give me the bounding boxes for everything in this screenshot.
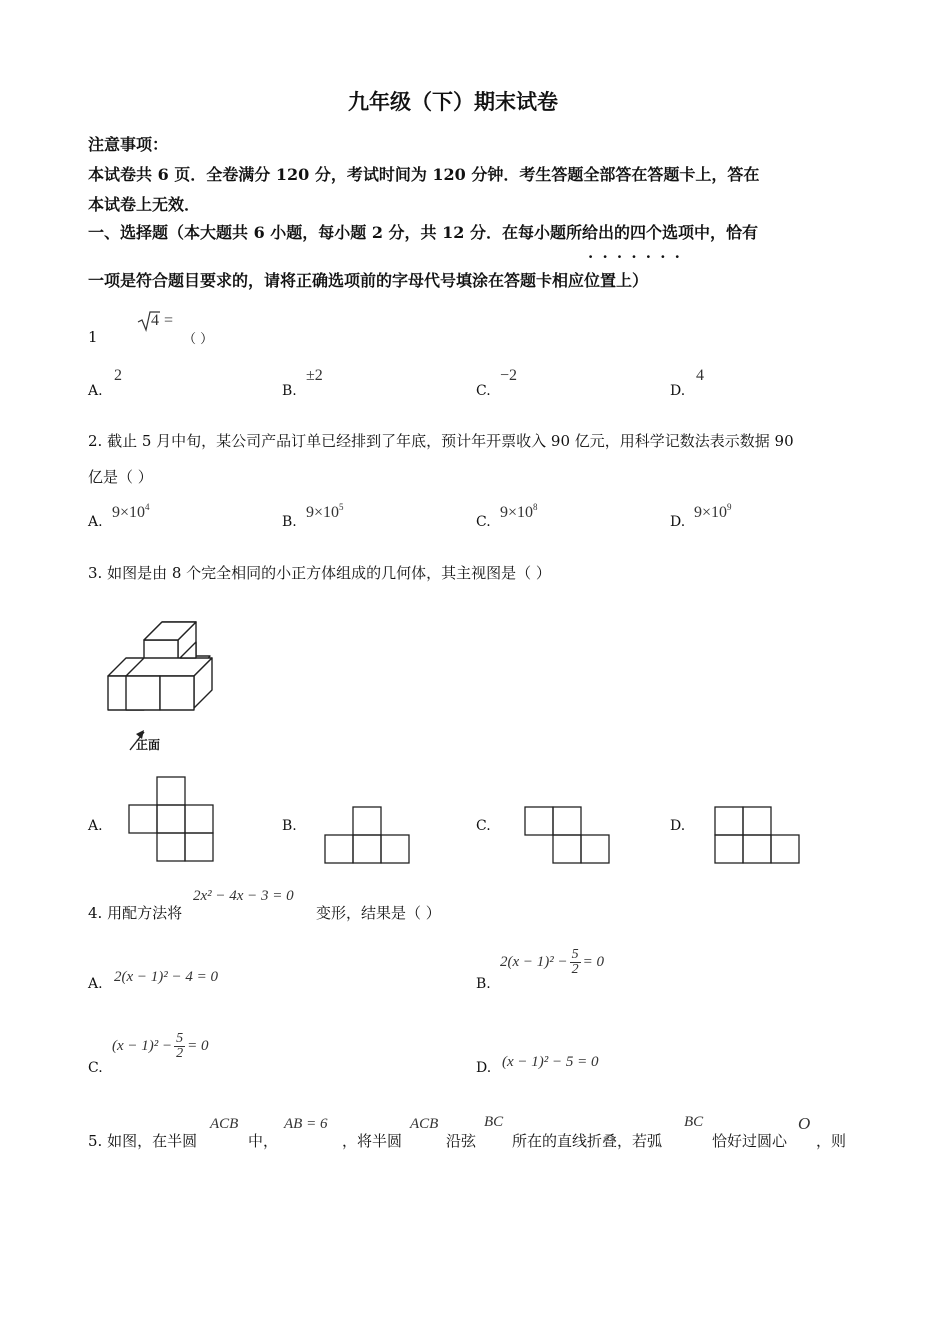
q2-option-d-label: D. — [670, 514, 686, 530]
q3-option-c-figure — [524, 806, 614, 866]
q2-text-line-1: 2. 截止 5 月中旬，某公司产品订单已经排到了年底，预计年开票收入 90 亿元，用科学记数法表示数据 90 — [88, 432, 794, 450]
q5-text-part-2: 中， — [248, 1132, 279, 1150]
q5-math-o: O — [798, 1114, 811, 1133]
q4-option-c-value: (x − 1)² − $\frac{5}{2}$ = 0 — [112, 1031, 209, 1061]
q4-option-d-label: D. — [476, 1060, 492, 1076]
q5-math-acb-1: ACB — [210, 1116, 239, 1132]
notice-line-2: 本试卷上无效． — [88, 195, 201, 214]
q4-option-b-label: B. — [476, 976, 491, 992]
q1-equals: = — [164, 312, 174, 329]
q5-math-bc-1: BC — [484, 1114, 504, 1130]
q5-text-part-3: ，将半圆 — [342, 1132, 403, 1150]
q2-option-a-value: $9\times 10^4$ — [112, 502, 150, 521]
q2-option-b-label: B. — [282, 514, 297, 530]
q5-math-acb-2: ACB — [410, 1116, 439, 1132]
q1-option-b-value: ±2 — [306, 367, 323, 384]
q3-option-b-figure — [324, 806, 414, 866]
emphasis-dots: · · · · · · · — [588, 248, 682, 266]
q2-option-a-label: A. — [88, 514, 103, 530]
notice-heading: 注意事项： — [88, 135, 169, 154]
q5-text-part-1: 5. 如图，在半圆 — [88, 1132, 198, 1150]
q4-suffix: 变形，结果是（ ） — [316, 904, 441, 922]
q1-option-a-label: A. — [88, 383, 103, 399]
q2-text-line-2: 亿是（ ） — [88, 468, 153, 486]
q4-option-a-label: A. — [88, 976, 103, 992]
q1-option-b-label: B. — [282, 383, 297, 399]
q2-option-b-value: $9\times 10^5$ — [306, 502, 344, 521]
q5-math-bc-2: BC — [684, 1114, 704, 1130]
section1-line-1: 一、选择题（本大题共 6 小题，每小题 2 分，共 12 分．在每小题所给出的四个选项中，恰有 — [88, 223, 758, 242]
q3-front-label: 正面 — [136, 738, 161, 752]
q1-option-c-value: −2 — [500, 367, 518, 384]
q3-option-b-label: B. — [282, 818, 297, 834]
q1-radicand: 4 — [151, 312, 159, 329]
section1-line-2: 一项是符合题目要求的，请将正确选项前的字母代号填涂在答题卡相应位置上） — [88, 271, 649, 290]
q3-option-d-label: D. — [670, 818, 686, 834]
q2-option-c-label: C. — [476, 514, 491, 530]
q1-number: 1 — [88, 328, 98, 346]
q2-option-d-value: $9\times 10^9$ — [694, 502, 732, 521]
notice-line-1: 本试卷共 6 页．全卷满分 120 分，考试时间为 120 分钟．考生答题全部答在答题卡上，答在 — [88, 165, 760, 184]
q1-option-d-value: 4 — [696, 367, 704, 384]
q4-prefix: 4. 用配方法将 — [88, 904, 183, 922]
q4-equation: 2x² − 4x − 3 = 0 — [193, 888, 294, 904]
q4-option-b-value: 2(x − 1)² − $\frac{5}{2}$ = 0 — [500, 947, 605, 977]
q3-option-c-label: C. — [476, 818, 491, 834]
q1-answer-paren: （ ） — [183, 332, 214, 347]
q3-option-d-figure — [714, 806, 804, 866]
q5-math-ab: AB = 6 — [284, 1116, 328, 1132]
q4-option-c-label: C. — [88, 1060, 103, 1076]
q3-cube-figure — [100, 600, 240, 760]
q3-text: 3. 如图是由 8 个完全相同的小正方体组成的几何体，其主视图是（ ） — [88, 564, 551, 582]
q4-option-a-value: 2(x − 1)² − 4 = 0 — [114, 969, 219, 985]
q4-option-d-value: (x − 1)² − 5 = 0 — [502, 1054, 599, 1070]
q1-option-a-value: 2 — [114, 367, 122, 384]
q3-option-a-figure — [128, 776, 218, 866]
q1-option-c-label: C. — [476, 383, 491, 399]
q2-option-c-value: $9\times 10^8$ — [500, 502, 538, 521]
q3-option-a-label: A. — [88, 818, 103, 834]
q5-text-part-7: ，则 — [816, 1132, 847, 1150]
q1-option-d-label: D. — [670, 383, 686, 399]
q5-text-part-6: 恰好过圆心 — [712, 1132, 788, 1150]
page-title: 九年级（下）期末试卷 — [348, 89, 558, 114]
q5-text-part-4: 沿弦 — [446, 1132, 477, 1150]
q5-text-part-5: 所在的直线折叠，若弧 — [512, 1132, 663, 1150]
